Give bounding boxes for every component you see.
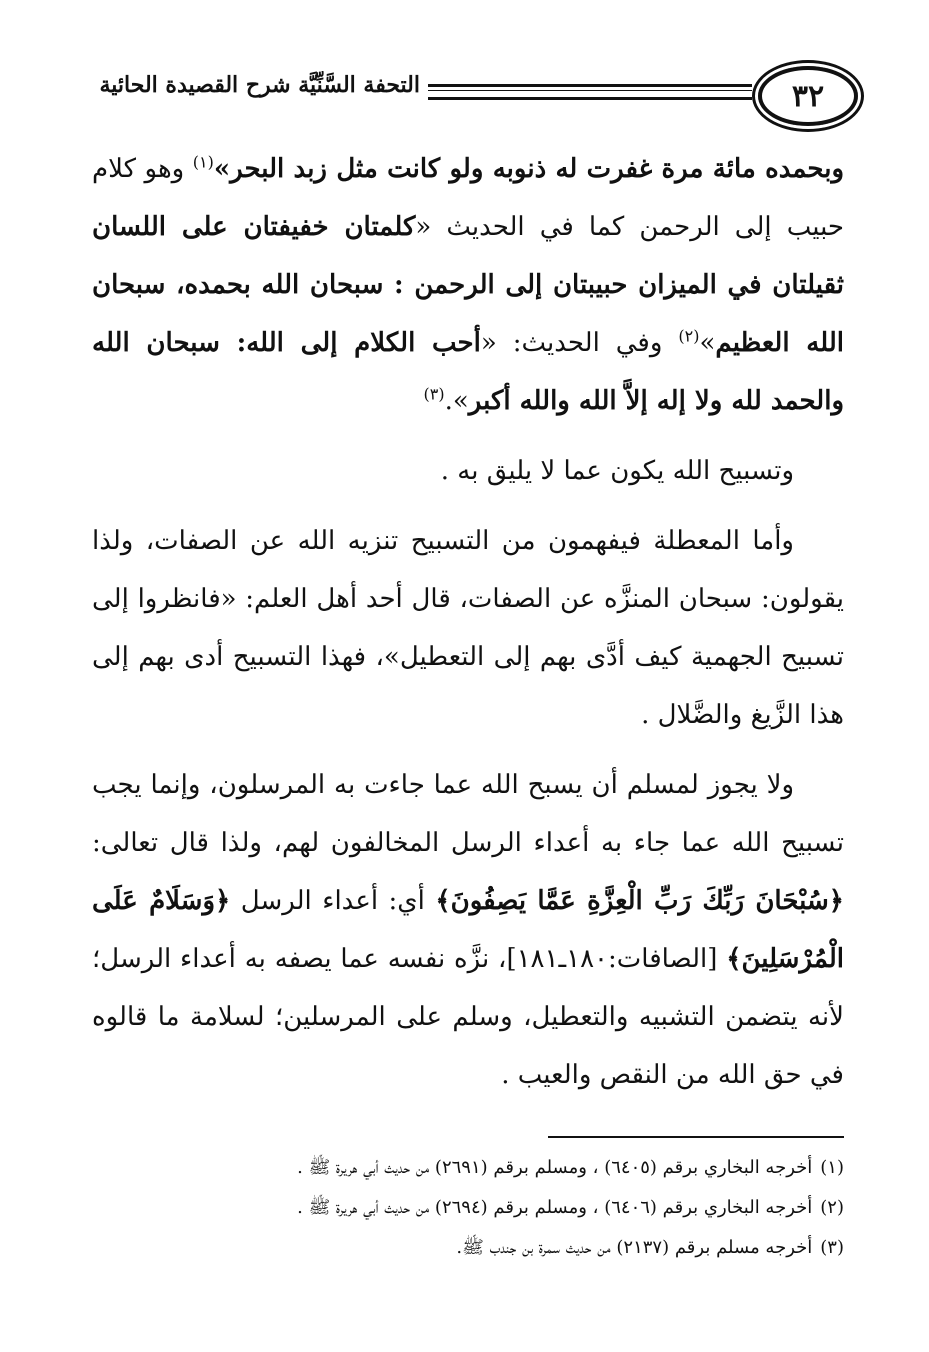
- paragraph: [92, 756, 844, 1104]
- text-run: وتسبيح الله يكون عما لا يليق به .: [440, 456, 794, 486]
- text-run: ولا يجوز لمسلم أن يسبح الله عما جاءت به المرسلون، وإنما يجب تسبيح الله عما جاء به أعداء الرسل المخالفون لهم، ولذا قال تعالى:: [92, 770, 844, 858]
- footnote-number: (٣): [820, 1237, 844, 1258]
- text-run: وفي الحديث: «: [480, 328, 679, 358]
- text-run: »: [699, 328, 716, 358]
- main-text: [92, 140, 844, 1104]
- footnote-number: (٢): [820, 1197, 844, 1218]
- bold-text-run: وبحمده مائة مرة غفرت له ذنوبه ولو كانت مثل زبد البحر»: [213, 154, 844, 184]
- page-number-badge: ٣٢: [758, 66, 858, 126]
- bold-text-run: ﴿وَسَلَامٌ عَلَى الْمُرْسَلِينَ﴾: [92, 886, 844, 974]
- footnote-reference: (١): [192, 152, 214, 172]
- paragraph: [92, 512, 844, 744]
- bold-text-run: أحب الكلام إلى الله: سبحان الله والحمد لله ولا إله إلاَّ الله والله أكبر: [92, 328, 844, 416]
- footnote-separator: [548, 1136, 844, 1138]
- text-run: ».: [444, 386, 469, 416]
- text-run: أي: أعداء الرسل: [230, 886, 436, 916]
- text-run: وأما المعطلة فيفهمون من التسبيح تنزيه الله عن الصفات، ولذا يقولون: سبحان المنزَّه عن الصفات، قال أحد أهل العلم: «فانظروا إلى تسبيح الجهمية كيف أدَّى بهم إلى التعطيل»، فهذا التسبيح أدى بهم إلى هذا الزَّيغ والضَّلال .: [92, 526, 844, 730]
- footnote-text: أخرجه البخاري برقم (٦٤٠٦) ، ومسلم برقم (٢٦٩٤) من حديث أبي هريرة ﷺ .: [297, 1197, 813, 1218]
- footnote-item: [92, 1148, 844, 1188]
- footnote-reference: (٢): [678, 326, 700, 346]
- header-rule: [428, 84, 752, 100]
- book-title: التحفة السَّنِّيَّة شرح القصيدة الحائية: [99, 72, 420, 98]
- paragraph: [92, 442, 844, 500]
- footnote-item: [92, 1228, 844, 1268]
- footnotes: [92, 1148, 844, 1268]
- footnote-text: أخرجه مسلم برقم (٢١٣٧) من حديث سمرة بن جندب ﷺ.: [456, 1237, 813, 1258]
- page-header: [90, 60, 858, 128]
- footnote-item: [92, 1188, 844, 1228]
- text-run: وهو كلام حبيب إلى الرحمن كما في الحديث «: [92, 154, 844, 242]
- footnote-reference: (٣): [423, 384, 445, 404]
- text-run: [الصافات:١٨٠ـ١٨١]، نزَّه نفسه عما يصفه به أعداء الرسل؛ لأنه يتضمن التشبيه والتعطيل، وسلم على المرسلين؛ لسلامة ما قالوه في حق الله من النقص والعيب .: [92, 944, 844, 1090]
- footnote-text: أخرجه البخاري برقم (٦٤٠٥) ، ومسلم برقم (٢٦٩١) من حديث أبي هريرة ﷺ .: [297, 1157, 813, 1178]
- bold-text-run: كلمتان خفيفتان على اللسان ثقيلتان في الميزان حبيبتان إلى الرحمن : سبحان الله بحمده، سبحان الله العظيم: [92, 212, 844, 358]
- footnote-number: (١): [820, 1157, 844, 1178]
- paragraph: [92, 140, 844, 430]
- bold-text-run: ﴿سُبْحَانَ رَبِّكَ رَبِّ الْعِزَّةِ عَمَّا يَصِفُونَ﴾: [435, 886, 844, 916]
